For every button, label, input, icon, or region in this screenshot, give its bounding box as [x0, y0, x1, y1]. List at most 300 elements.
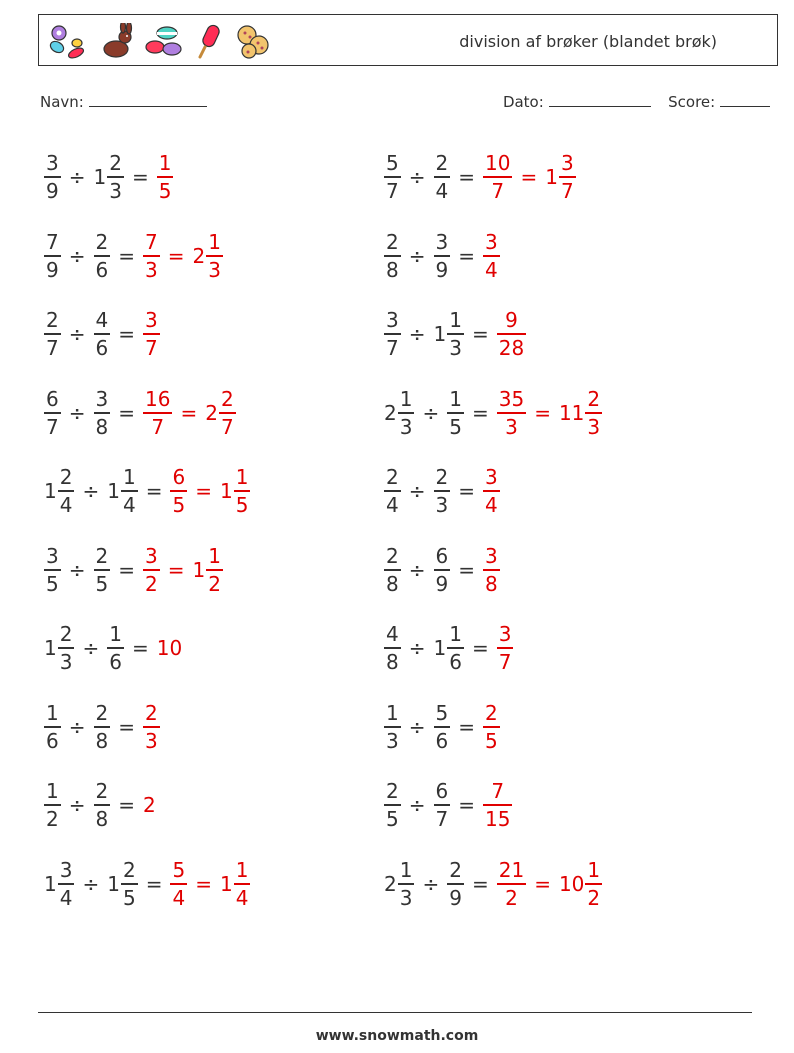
dividend — [44, 310, 61, 358]
divisor-numerator: 2 — [435, 465, 449, 489]
score-blank[interactable] — [720, 92, 770, 107]
equals-symbol: = — [118, 243, 135, 268]
problem-expression — [384, 624, 513, 672]
divisor-fraction — [107, 153, 124, 201]
divisor-fraction-bar — [107, 176, 124, 178]
dividend-fraction — [44, 153, 61, 201]
divisor-fraction — [447, 386, 464, 439]
problem-expression — [44, 310, 160, 358]
chocolate-bunny-icon — [99, 23, 135, 59]
answer-fraction — [497, 386, 526, 439]
dividend-fraction-bar — [58, 883, 75, 885]
answer-whole: 10 — [558, 871, 585, 896]
dividend-numerator: 6 — [46, 386, 59, 411]
dividend-fraction-bar — [384, 490, 401, 492]
dividend — [44, 700, 61, 753]
problem-row — [44, 770, 156, 840]
dividend-denominator: 7 — [46, 414, 59, 439]
answer-denominator: 5 — [172, 493, 186, 517]
dividend-fraction-bar — [44, 176, 61, 178]
problem-expression — [384, 781, 512, 829]
divisor — [434, 153, 451, 201]
dividend-denominator: 4 — [386, 493, 399, 517]
answer — [205, 386, 235, 439]
equals-symbol: = — [458, 165, 475, 189]
equals-symbol: = — [145, 479, 163, 503]
answer-fraction-bar — [219, 412, 236, 414]
problem-row — [44, 535, 223, 605]
answer-denominator: 7 — [145, 336, 158, 360]
answer-fraction — [143, 700, 160, 753]
dividend-denominator: 7 — [386, 336, 399, 360]
divide-symbol: ÷ — [408, 557, 426, 582]
dividend-denominator: 4 — [59, 493, 73, 517]
answer-fraction — [483, 543, 500, 596]
dividend-numerator: 1 — [386, 700, 399, 725]
answer — [558, 386, 602, 439]
divisor-fraction — [434, 467, 451, 515]
divisor-denominator: 9 — [449, 885, 462, 910]
dividend-fraction-bar — [384, 255, 401, 257]
dividend-fraction — [384, 624, 401, 672]
answer-fraction — [483, 229, 500, 282]
divisor-fraction — [434, 229, 451, 282]
answer-denominator: 7 — [151, 414, 165, 439]
answer-fraction-bar — [585, 883, 602, 885]
dividend-fraction — [44, 386, 61, 439]
dividend-fraction-bar — [44, 569, 61, 571]
answer-numerator: 1 — [235, 465, 249, 489]
dividend — [44, 781, 61, 829]
answer-fraction-bar — [497, 883, 526, 885]
divisor-fraction — [94, 386, 111, 439]
answer-numerator: 2 — [587, 386, 601, 411]
answer — [483, 467, 500, 515]
answer-denominator: 3 — [208, 257, 221, 282]
answer-fraction — [497, 624, 514, 672]
dividend-numerator: 5 — [386, 151, 399, 175]
divisor-denominator: 9 — [435, 257, 449, 282]
dividend-fraction — [384, 153, 401, 201]
problem-row — [44, 692, 160, 762]
divisor-whole: 1 — [93, 165, 107, 189]
answer-numerator: 1 — [208, 543, 221, 568]
answer-numerator: 2 — [485, 700, 498, 725]
divisor-whole: 1 — [107, 479, 120, 503]
dividend-whole: 1 — [44, 871, 57, 896]
divisor-denominator: 5 — [95, 571, 109, 596]
dividend-denominator: 5 — [386, 807, 399, 831]
problem-expression — [44, 624, 182, 672]
problem-row — [44, 299, 160, 369]
answer — [143, 543, 160, 596]
divisor-fraction-bar — [434, 176, 451, 178]
answer — [143, 386, 172, 439]
equals-symbol: = — [131, 165, 149, 189]
divisor-fraction — [434, 700, 451, 753]
dividend — [384, 467, 401, 515]
divisor-numerator: 1 — [449, 622, 462, 646]
divisor-fraction-bar — [94, 412, 111, 414]
dividend-whole: 1 — [44, 479, 57, 503]
equals-symbol: = — [458, 479, 475, 503]
answer-fraction — [143, 310, 160, 358]
divisor-denominator: 7 — [435, 807, 449, 831]
date-score-fields — [503, 92, 770, 111]
answer-fraction — [157, 153, 174, 201]
answer-fraction-bar — [483, 255, 500, 257]
problem-row — [384, 535, 500, 605]
problem-row — [384, 299, 526, 369]
dividend-denominator: 3 — [399, 414, 413, 439]
divisor — [94, 543, 111, 596]
name-blank[interactable] — [89, 92, 207, 107]
answer-fraction — [234, 857, 251, 910]
divisor-fraction — [121, 857, 138, 910]
answer-whole: 11 — [558, 400, 585, 425]
answer-fraction — [585, 386, 602, 439]
answer-fraction-bar — [234, 490, 251, 492]
answer-fraction-bar — [143, 412, 172, 414]
answer-numerator: 9 — [505, 308, 518, 332]
answer-equals-symbol: = — [520, 165, 538, 189]
answer-fraction — [206, 229, 223, 282]
answer-fraction — [585, 857, 602, 910]
dividend-fraction — [384, 229, 401, 282]
answer-fraction — [143, 543, 160, 596]
divisor-denominator: 6 — [95, 336, 109, 360]
divisor-numerator: 3 — [95, 386, 109, 411]
problem-expression — [384, 153, 576, 201]
dividend — [384, 543, 401, 596]
answer-whole: 1 — [192, 557, 206, 582]
dividend — [384, 153, 401, 201]
divisor-whole: 1 — [433, 636, 447, 660]
divide-symbol: ÷ — [68, 557, 86, 582]
dividend-fraction-bar — [44, 804, 61, 806]
equals-symbol: = — [118, 793, 135, 817]
answer-fraction-bar — [497, 412, 526, 414]
dividend-denominator: 8 — [386, 257, 399, 282]
answer-fraction — [559, 153, 576, 201]
answer-numerator: 5 — [172, 857, 186, 882]
answer-denominator: 4 — [172, 885, 186, 910]
problem-row — [384, 613, 513, 683]
divisor-fraction-bar — [434, 490, 451, 492]
answer — [157, 636, 182, 660]
answer-fraction-bar — [497, 647, 514, 649]
divisor-numerator: 2 — [109, 151, 122, 175]
answer-denominator: 2 — [208, 571, 221, 596]
dividend-whole: 2 — [384, 400, 397, 425]
dividend-denominator: 2 — [46, 807, 59, 831]
dividend-fraction-bar — [384, 804, 401, 806]
divisor-fraction-bar — [434, 804, 451, 806]
equals-symbol: = — [118, 322, 135, 346]
problem-row — [384, 692, 500, 762]
answer — [143, 793, 156, 817]
divisor-fraction-bar — [94, 804, 111, 806]
answer-numerator: 6 — [172, 465, 186, 489]
footer-divider — [38, 1012, 752, 1013]
dividend-fraction-bar — [44, 412, 61, 414]
divisor — [107, 857, 137, 910]
divisor-denominator: 8 — [95, 414, 109, 439]
answer-numerator: 16 — [145, 386, 171, 411]
divisor — [107, 467, 137, 515]
problem-expression — [44, 386, 236, 439]
dividend-numerator: 1 — [46, 700, 59, 725]
answer-fraction-bar — [559, 176, 576, 178]
divisor — [434, 467, 451, 515]
equals-symbol: = — [118, 400, 135, 425]
answer-denominator: 7 — [498, 650, 512, 674]
answer-denominator: 4 — [235, 885, 249, 910]
problem-expression — [44, 543, 223, 596]
dividend-fraction — [384, 781, 401, 829]
answer-numerator: 1 — [158, 151, 172, 175]
answer-fraction-bar — [497, 333, 526, 335]
divisor-numerator: 2 — [435, 151, 449, 175]
dividend-numerator: 1 — [399, 857, 413, 882]
divisor-denominator: 6 — [435, 728, 449, 753]
answer-numerator: 3 — [485, 229, 498, 254]
answer-integer: 2 — [143, 793, 156, 817]
answer-denominator: 8 — [485, 571, 498, 596]
divide-symbol: ÷ — [408, 165, 426, 189]
dividend-numerator: 1 — [399, 386, 413, 411]
divisor-fraction — [94, 700, 111, 753]
dividend-numerator: 2 — [386, 779, 399, 803]
answer-denominator: 5 — [485, 728, 498, 753]
answer-fraction-bar — [143, 569, 160, 571]
divisor-numerator: 6 — [435, 543, 449, 568]
divisor-numerator: 2 — [95, 229, 109, 254]
divide-symbol: ÷ — [408, 322, 426, 346]
dividend — [44, 857, 74, 910]
answer-fraction-bar — [483, 569, 500, 571]
divisor-fraction-bar — [434, 255, 451, 257]
divisor-numerator: 2 — [95, 700, 109, 725]
answer-fraction-bar — [157, 176, 174, 178]
answer-numerator: 2 — [220, 386, 234, 411]
answer-fraction-bar — [170, 490, 187, 492]
problem-expression — [44, 700, 160, 753]
dividend-fraction — [44, 543, 61, 596]
answer-fraction — [483, 467, 500, 515]
answer-denominator: 2 — [145, 571, 158, 596]
equals-symbol: = — [458, 243, 475, 268]
dividend-fraction — [384, 700, 401, 753]
divisor — [94, 229, 111, 282]
dividend-fraction — [384, 310, 401, 358]
divisor-fraction — [447, 624, 464, 672]
divisor-fraction-bar — [94, 255, 111, 257]
divisor-numerator: 3 — [435, 229, 449, 254]
dividend-fraction — [58, 624, 75, 672]
problem-expression — [44, 229, 223, 282]
answer — [483, 700, 500, 753]
dividend-denominator: 7 — [46, 336, 59, 360]
dividend-fraction — [44, 310, 61, 358]
answer-whole: 1 — [545, 165, 558, 189]
answer — [483, 781, 512, 829]
divide-symbol: ÷ — [68, 714, 86, 739]
divide-symbol: ÷ — [68, 243, 86, 268]
divisor-numerator: 5 — [435, 700, 449, 725]
divisor-denominator: 6 — [109, 650, 122, 674]
problem-expression — [384, 386, 602, 439]
dividend-denominator: 8 — [386, 571, 399, 596]
popsicle-icon — [193, 23, 223, 59]
footer-url: www.snowmath.com — [315, 1028, 479, 1044]
divisor-fraction — [434, 543, 451, 596]
answer — [157, 153, 174, 201]
answer — [483, 229, 500, 282]
answer-fraction-bar — [206, 255, 223, 257]
worksheet-header — [38, 14, 778, 66]
header-icons — [47, 21, 273, 61]
divisor — [434, 543, 451, 596]
problem-row — [44, 142, 173, 212]
answer-equals-symbol: = — [534, 400, 551, 425]
divisor — [434, 781, 451, 829]
dividend — [384, 857, 414, 910]
divide-symbol: ÷ — [408, 714, 426, 739]
dividend-fraction-bar — [44, 255, 61, 257]
equals-symbol: = — [131, 636, 149, 660]
dividend-whole: 1 — [44, 636, 57, 660]
answer-fraction — [483, 153, 512, 201]
divide-symbol: ÷ — [408, 793, 426, 817]
dividend-denominator: 3 — [59, 650, 73, 674]
answer-fraction-bar — [483, 176, 512, 178]
problem-row — [384, 456, 500, 526]
divide-symbol: ÷ — [68, 322, 86, 346]
answer-equals-symbol: = — [167, 557, 185, 582]
divisor — [434, 700, 451, 753]
dividend-fraction — [44, 700, 61, 753]
divisor-fraction-bar — [434, 569, 451, 571]
answer-fraction — [143, 386, 172, 439]
answer-fraction-bar — [170, 883, 187, 885]
answer-numerator: 21 — [498, 857, 525, 882]
dividend-denominator: 5 — [46, 571, 59, 596]
divisor-numerator: 1 — [449, 386, 462, 411]
divisor-denominator: 4 — [122, 493, 136, 517]
answer — [483, 153, 512, 201]
problem-row — [384, 770, 512, 840]
answer — [170, 467, 187, 515]
dividend-fraction — [44, 229, 61, 282]
answer-denominator: 4 — [485, 493, 498, 517]
dividend-fraction — [58, 467, 75, 515]
answer-equals-symbol: = — [195, 479, 212, 503]
answer-denominator: 2 — [505, 885, 518, 910]
problem-row — [384, 221, 500, 291]
divisor-numerator: 2 — [95, 779, 109, 803]
divisor-fraction — [447, 857, 464, 910]
divide-symbol: ÷ — [408, 243, 426, 268]
divide-symbol: ÷ — [408, 479, 426, 503]
divisor-fraction-bar — [447, 647, 464, 649]
answer-denominator: 7 — [491, 179, 505, 203]
dividend — [384, 310, 401, 358]
divisor — [434, 624, 464, 672]
dividend — [384, 229, 401, 282]
dividend-fraction — [398, 857, 415, 910]
worksheet-title: division af brøker (blandet brøk) — [459, 32, 717, 51]
answer-fraction — [219, 386, 236, 439]
divisor-fraction-bar — [447, 333, 464, 335]
score-label: Score: — [668, 93, 716, 111]
equals-symbol: = — [145, 871, 163, 896]
divide-symbol: ÷ — [82, 479, 100, 503]
candy-icon — [47, 23, 89, 59]
problem-row — [44, 378, 236, 448]
divisor-numerator: 1 — [449, 308, 462, 332]
divisor-fraction-bar — [434, 726, 451, 728]
problem-expression — [44, 467, 250, 515]
divisor-numerator: 4 — [95, 308, 109, 332]
dividend-denominator: 3 — [386, 728, 399, 753]
answer-denominator: 3 — [587, 414, 601, 439]
dividend-fraction — [58, 857, 75, 910]
problem-expression — [384, 543, 500, 596]
answer-denominator: 5 — [235, 493, 249, 517]
answer-whole: 2 — [192, 243, 206, 268]
answer-fraction-bar — [234, 883, 251, 885]
divisor-denominator: 8 — [95, 728, 109, 753]
divisor-numerator: 6 — [435, 779, 449, 803]
divide-symbol: ÷ — [68, 400, 86, 425]
dividend-numerator: 2 — [59, 465, 73, 489]
dividend-numerator: 2 — [386, 465, 399, 489]
answer-denominator: 28 — [498, 336, 525, 360]
dividend-denominator: 3 — [399, 885, 413, 910]
problem-row — [384, 849, 602, 919]
dividend-fraction-bar — [58, 647, 75, 649]
answer-numerator: 7 — [491, 779, 505, 803]
divide-symbol: ÷ — [82, 871, 100, 896]
equals-symbol: = — [118, 557, 135, 582]
divisor-whole: 1 — [433, 322, 447, 346]
dividend — [44, 229, 61, 282]
answer-whole: 1 — [219, 479, 233, 503]
equals-symbol: = — [471, 871, 489, 896]
answer-fraction-bar — [206, 569, 223, 571]
answer-fraction — [483, 700, 500, 753]
dividend — [44, 153, 61, 201]
divisor-numerator: 2 — [122, 857, 136, 882]
equals-symbol: = — [458, 557, 475, 582]
answer-fraction-bar — [143, 333, 160, 335]
problem-expression — [384, 467, 500, 515]
answer — [219, 857, 250, 910]
divisor-fraction-bar — [121, 883, 138, 885]
equals-symbol: = — [458, 793, 475, 817]
dividend-fraction — [384, 467, 401, 515]
date-blank[interactable] — [549, 92, 651, 107]
problem-expression — [384, 700, 500, 753]
answer — [483, 543, 500, 596]
problem-expression — [44, 153, 173, 201]
answer-numerator: 3 — [145, 308, 158, 332]
dividend-fraction — [384, 543, 401, 596]
name-label: Navn: — [40, 93, 84, 111]
problem-expression — [44, 857, 250, 910]
dividend-numerator: 1 — [46, 779, 59, 803]
